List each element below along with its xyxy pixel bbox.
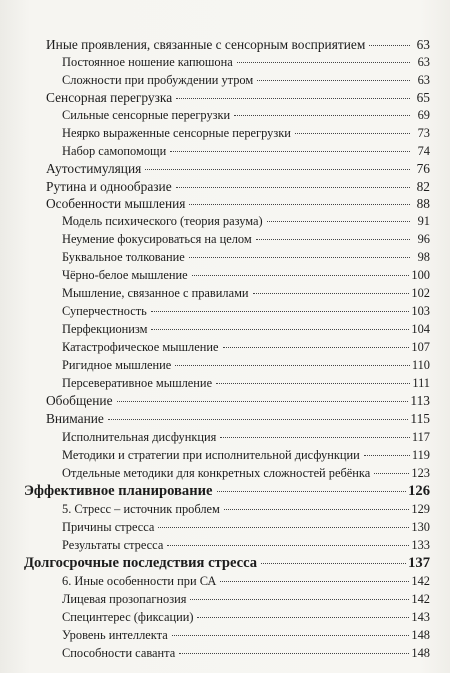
leader-dots [151,329,409,330]
toc-entry-page: 63 [417,55,430,69]
toc-entry[interactable] [62,55,430,70]
toc-entry-page: 98 [417,250,430,264]
leader-dots [172,635,410,636]
toc-entry-page: 117 [411,430,430,444]
toc-entry-page: 110 [411,358,430,372]
leader-dots [108,419,409,420]
toc-entry[interactable] [62,466,430,481]
toc-entry-page: 73 [417,126,430,140]
toc-entry-page: 148 [411,646,430,660]
toc-entry-page: 104 [411,322,430,336]
toc-entry-title: Сенсорная перегрузка [46,90,173,105]
toc-entry-page: 107 [411,340,430,354]
toc-entry-page: 102 [411,286,430,300]
toc-entry-title: Неярко выраженные сенсорные перегрузки [62,126,291,140]
toc-chapter-title: Долгосрочные последствия стресса [24,555,258,571]
toc-entry-page: 74 [417,144,430,158]
toc-entry-page: 111 [412,376,430,390]
toc-entry[interactable] [62,358,430,373]
toc-chapter[interactable] [24,483,430,500]
toc-chapter[interactable] [24,555,430,572]
leader-dots [217,491,407,492]
toc-entry[interactable] [46,37,430,53]
toc-entry-page: 142 [411,592,430,606]
leader-dots [374,473,409,474]
toc-entry-page: 130 [411,520,430,534]
toc-entry-page: 137 [408,555,430,571]
toc-entry-page: 65 [416,90,430,105]
toc-entry[interactable] [62,520,430,535]
leader-dots [369,45,410,46]
leader-dots [145,169,410,170]
leader-dots [176,98,410,99]
toc-entry-page: 129 [411,502,430,516]
toc-entry-title: Сильные сенсорные перегрузки [62,108,231,122]
toc-entry-page: 113 [410,393,430,408]
toc-entry-title: Обобщение [46,393,113,408]
leader-dots [253,293,410,294]
toc-entry-title: Результаты стресса [62,538,164,552]
leader-dots [175,365,410,366]
toc-entry-title: Уровень интеллекта [62,628,168,642]
leader-dots [257,80,410,81]
toc-entry[interactable] [62,340,430,355]
toc-entry[interactable] [62,448,430,463]
toc-entry-title: 6. Иные особенности при СА [62,574,217,588]
leader-dots [364,455,410,456]
toc-entry-page: 126 [408,483,430,499]
toc-entry-page: 100 [411,268,430,282]
toc-entry[interactable] [62,286,430,301]
leader-dots [234,115,410,116]
toc-entry-page: 133 [411,538,430,552]
toc-entry[interactable] [62,646,430,661]
leader-dots [256,239,410,240]
toc-entry-page: 69 [417,108,430,122]
toc-entry-title: Набор самопомощи [62,144,167,158]
toc-entry[interactable] [62,126,430,141]
toc-entry[interactable] [46,411,430,427]
toc-entry[interactable] [46,393,430,409]
leader-dots [170,151,410,152]
toc-entry[interactable] [46,90,430,106]
toc-entry[interactable] [46,179,430,195]
toc-entry-page: 88 [416,196,430,211]
toc-entry-title: Исполнительная дисфункция [62,430,217,444]
toc-entry-title: Иные проявления, связанные с сенсорным восприятием [46,37,366,52]
toc-entry[interactable] [62,430,430,445]
leader-dots [117,401,409,402]
leader-dots [223,347,410,348]
leader-dots [216,383,410,384]
toc-entry-page: 115 [410,411,430,426]
toc-entry[interactable] [62,214,430,229]
toc-entry-page: 63 [416,37,430,52]
toc-entry-title: Отдельные методики для конкретных сложностей ребёнка [62,466,371,480]
toc-entry-page: 123 [411,466,430,480]
toc-entry-page: 142 [411,574,430,588]
leader-dots [224,509,410,510]
leader-dots [190,599,409,600]
toc-entry[interactable] [62,538,430,553]
toc-entry-title: Особенности мышления [46,196,186,211]
toc-entry[interactable] [62,268,430,283]
leader-dots [189,257,410,258]
toc-entry-title: Мышление, связанное с правилами [62,286,249,300]
leader-dots [151,311,410,312]
toc-entry-title: Суперчестность [62,304,147,318]
toc-entry[interactable] [62,376,430,391]
toc-entry[interactable] [62,73,430,88]
toc-entry-title: 5. Стресс – источник проблем [62,502,220,516]
toc-entry[interactable] [62,144,430,159]
toc-entry-title: Лицевая прозопагнозия [62,592,187,606]
toc-entry[interactable] [62,232,430,247]
toc-entry[interactable] [46,196,430,212]
leader-dots [192,275,410,276]
toc-entry-page: 76 [416,161,430,176]
toc-entry-page: 148 [411,628,430,642]
toc-entry-title: Перфекционизм [62,322,148,336]
toc-entry[interactable] [62,610,430,625]
toc-entry-page: 91 [417,214,430,228]
toc-entry-title: Способности саванта [62,646,176,660]
leader-dots [197,617,409,618]
leader-dots [267,221,410,222]
toc-entry-page: 143 [411,610,430,624]
toc-entry-page: 96 [417,232,430,246]
toc-entry-page: 103 [411,304,430,318]
toc-chapter-title: Эффективное планирование [24,483,213,499]
toc-entry[interactable] [46,161,430,177]
leader-dots [189,204,410,205]
toc-entry[interactable] [62,322,430,337]
toc-entry-title: Внимание [46,411,104,426]
toc-entry-title: Методики и стратегии при исполнительной дисфункции [62,448,360,462]
leader-dots [179,653,409,654]
toc-entry-title: Буквальное толкование [62,250,185,264]
toc-entry-title: Модель психического (теория разума) [62,214,263,228]
toc-entry[interactable] [62,250,430,265]
toc-entry-title: Катастрофическое мышление [62,340,219,354]
toc-entry-title: Причины стресса [62,520,155,534]
toc-entry[interactable] [62,574,430,589]
toc-entry-title: Чёрно-белое мышление [62,268,188,282]
toc-entry-title: Рутина и однообразие [46,179,172,194]
leader-dots [261,563,406,564]
toc-entry-title: Специнтерес (фиксации) [62,610,194,624]
leader-dots [237,62,410,63]
toc-entry[interactable] [62,502,430,517]
toc-entry-page: 119 [411,448,430,462]
toc-entry[interactable] [62,304,430,319]
leader-dots [158,527,409,528]
toc-entry-page: 63 [417,73,430,87]
toc-entry-title: Неумение фокусироваться на целом [62,232,252,246]
toc-entry-page: 82 [416,179,430,194]
leader-dots [167,545,409,546]
toc-entry-title: Аутостимуляция [46,161,142,176]
leader-dots [295,133,410,134]
leader-dots [176,187,410,188]
toc-entry[interactable] [62,592,430,607]
toc-entry-title: Сложности при пробуждении утром [62,73,254,87]
leader-dots [220,581,409,582]
toc-entry-title: Персеверативное мышление [62,376,213,390]
toc-entry[interactable] [62,108,430,123]
leader-dots [220,437,410,438]
toc-entry-title: Постоянное ношение капюшона [62,55,233,69]
toc-entry-title: Ригидное мышление [62,358,172,372]
toc-entry[interactable] [62,628,430,643]
